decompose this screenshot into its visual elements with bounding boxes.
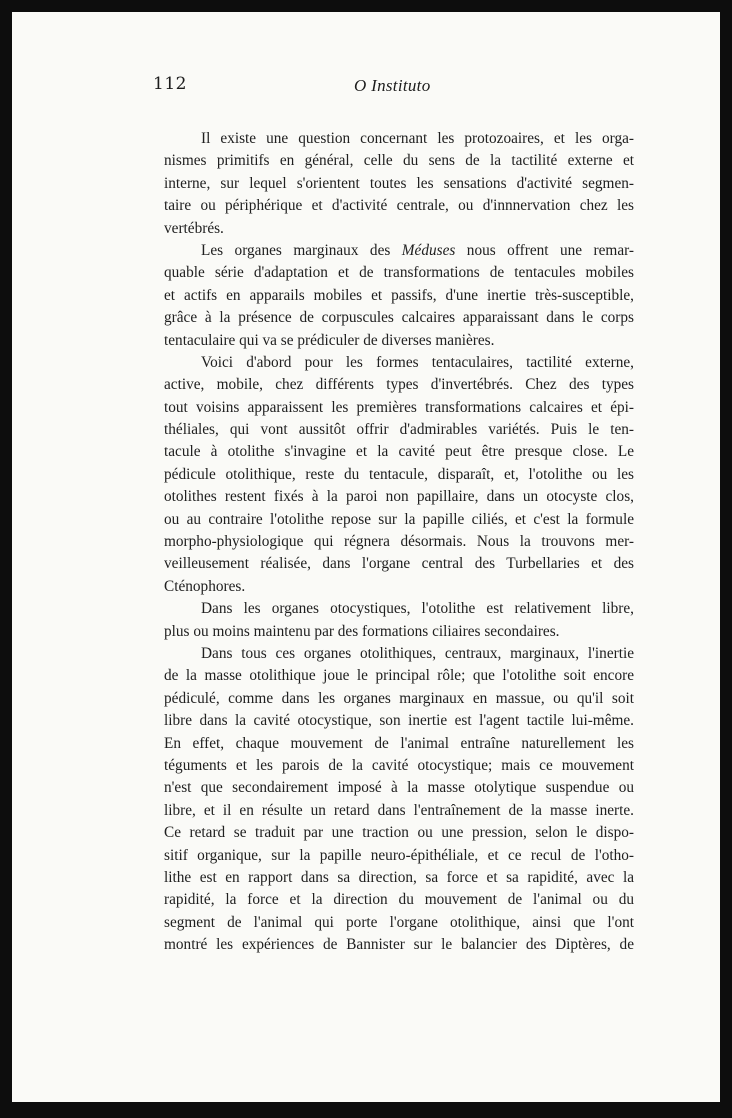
text-line: Voici d'abord pour les formes tentaculaires, tactilité externe, <box>201 353 634 371</box>
text-line: otolithes restent fixés à la paroi non papillaire, dans un otocyste clos, <box>164 488 634 506</box>
text-line: vertébrés. <box>164 219 224 237</box>
text-line: quable série d'adaptation et de transformations de tentacules mobiles <box>164 264 634 282</box>
paragraph <box>164 240 634 352</box>
text-line: ou au contraire l'otolithe repose sur la papille ciliés, et c'est la formule <box>164 510 634 528</box>
text-line: Ce retard se traduit par une traction ou une pression, selon le dispo- <box>164 824 634 842</box>
text-line: morpho-physiologique qui régnera désormais. Nous la trouvons mer- <box>164 533 634 551</box>
text-line: segment de l'animal qui porte l'organe otolithique, ainsi que l'ont <box>164 913 634 931</box>
paragraph <box>164 128 634 240</box>
text-line: En effet, chaque mouvement de l'animal entraîne naturellement les <box>164 734 634 752</box>
text-line: tout voisins apparaissent les premières transformations calcaires et épi- <box>164 398 634 416</box>
text-line: Il existe une question concernant les protozoaires, et les orga- <box>201 130 634 147</box>
text-line: Dans tous ces organes otolithiques, centraux, marginaux, l'inertie <box>201 644 634 662</box>
text-line: Cténophores. <box>164 577 246 595</box>
text-line: plus ou moins maintenu par des formations ciliaires secondaires. <box>164 622 560 640</box>
paragraph <box>164 598 634 643</box>
text-line: tentaculaire qui va se prédiculer de diverses manières. <box>164 331 495 349</box>
text-line: pédiculé, comme dans les organes marginaux en massue, ou qu'il soit <box>164 689 634 707</box>
text-line: veilleusement réalisée, dans l'organe central des Turbellaries et des <box>164 555 634 573</box>
text-line: pédicule otolithique, reste du tentacule, disparaît, et, l'otolithe ou les <box>164 465 634 483</box>
page-number: 112 <box>153 74 187 94</box>
text-line: tacule à otolithe s'invagine et la cavité peut être presque close. Le <box>164 443 634 461</box>
text-line: grâce à la présence de corpuscules calcaires apparaissant dans le corps <box>164 309 634 327</box>
body-text <box>164 128 634 956</box>
text-line: téguments et les parois de la cavité otocystique; mais ce mouvement <box>164 756 634 774</box>
text-line: active, mobile, chez différents types d'invertébrés. Chez des types <box>164 376 634 394</box>
text-line: taire ou périphérique et d'activité centrale, ou d'innnervation chez les <box>164 197 634 215</box>
text-line: de la masse otolithique joue le principal rôle; que l'otolithe soit encore <box>164 667 634 685</box>
text-line: libre dans la cavité otocystique, son inertie est l'agent tactile lui-même. <box>164 712 634 730</box>
text-line: théliales, qui vont aussitôt offrir d'admirables variétés. Puis le ten- <box>164 421 634 439</box>
text-line: interne, sur lequel s'orientent toutes les sensations d'activité segmen- <box>164 174 634 192</box>
text-line: nismes primitifs en général, celle du sens de la tactilité externe et <box>164 152 634 170</box>
text-line: et actifs en apparails mobiles et passifs, d'une inertie très-susceptible, <box>164 286 634 304</box>
text-line: sitif organique, sur la papille neuro-épithéliale, et ce recul de l'otho- <box>164 846 634 864</box>
text-line: lithe est en rapport dans sa direction, sa force et sa rapidité, avec la <box>164 868 634 886</box>
text-line: rapidité, la force et la direction du mouvement de l'animal ou du <box>164 891 634 909</box>
running-title: O Instituto <box>354 76 431 95</box>
text-line: Les organes marginaux des Méduses nous offrent une remar- <box>201 241 634 259</box>
paragraph <box>164 643 634 956</box>
text-line: n'est que secondairement imposé à la masse otolytique suspendue ou <box>164 779 634 797</box>
text-line: Dans les organes otocystiques, l'otolithe est relativement libre, <box>201 600 634 618</box>
paragraph <box>164 352 634 598</box>
text-line: libre, et il en résulte un retard dans l'entraînement de la masse inerte. <box>164 801 634 819</box>
italic-term: Méduses <box>401 241 456 259</box>
text-line: montré les expériences de Bannister sur le balancier des Diptères, de <box>164 936 634 954</box>
